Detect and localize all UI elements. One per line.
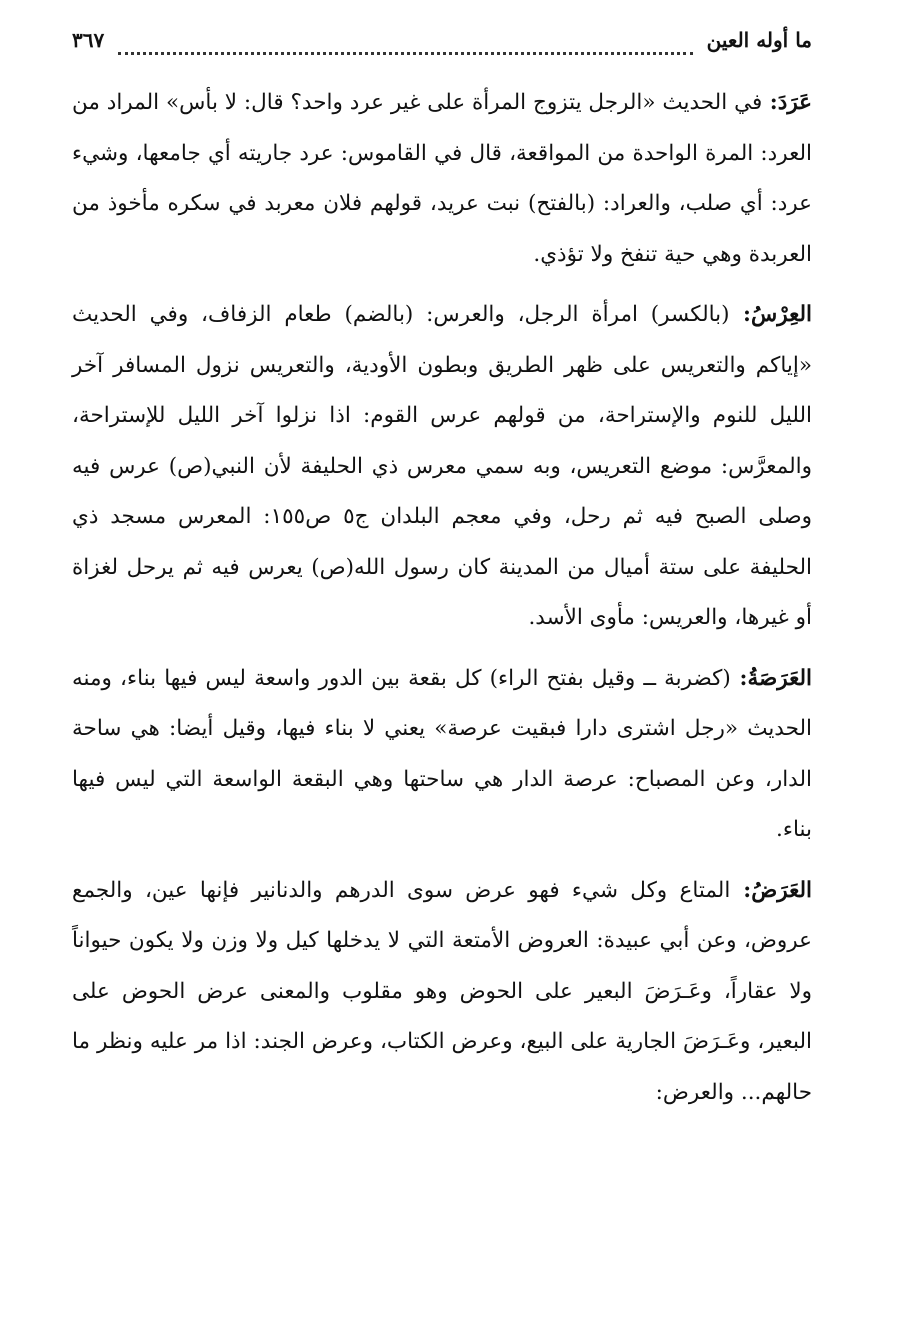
entry-text: في الحديث «الرجل يتزوج المرأة على غير عرد واحد؟ قال: لا بأس» المراد من العرد: المرة الواحدة من المواقعة، قال في القاموس: عرد جاريته أي جامعها، وشيء عرد: أي صلب، والعراد: (بالفتح) نبت عريد، قولهم فلان معربد في سكره مأخوذ من العربدة وهي حية تنفخ ولا تؤذي. xyxy=(72,90,812,267)
running-header-title: ما أوله العين xyxy=(706,28,812,52)
entry-text: (بالكسر) امرأة الرجل، والعرس: (بالضم) طعام الزفاف، وفي الحديث «إياكم والتعريس على ظهر الطريق وبطون الأودية، والتعريس نزول المسافر آخر الليل للنوم والإستراحة، من قولهم عرس القوم: اذا نزلوا آخر الليل للإستراحة، والمعرَّس: موضع التعريس، وبه سمي معرس ذي الحليفة لأن النبي(ص) عرس فيه وصلى الصبح فيه ثم رحل، وفي معجم البلدان ج٥ ص١٥٥: المعرس مسجد ذي الحليفة على ستة أميال من المدينة كان رسول الله(ص) يعرس فيه ثم يرحل لغزاة أو غيرها، والعريس: مأوى الأسد. xyxy=(72,302,813,630)
entry-headword: العَرَضُ xyxy=(751,877,812,903)
entry-headword: العِرْسُ xyxy=(751,302,813,327)
entry-text: (كضربة ــ وقيل بفتح الراء) كل بقعة بين الدور واسعة ليس فيها بناء، ومنه الحديث «رجل اشترى دارا فبقيت عرصة» يعني لا بناء فيها، وقيل أيضا: هي ساحة الدار، وعن المصباح: عرصة الدار هي ساحتها وهي البقعة الواسعة التي ليس فيها بناء. xyxy=(72,665,812,842)
entry-al-arasa xyxy=(72,654,812,856)
header-dot-leader xyxy=(118,42,692,55)
running-header xyxy=(72,28,812,68)
entry-arada xyxy=(72,78,812,280)
entry-al-irs xyxy=(72,290,812,644)
entry-al-arad xyxy=(72,866,812,1119)
headword-colon: : xyxy=(730,665,748,691)
entry-headword: عَرَدَ xyxy=(777,90,813,115)
page-number: ٣٦٧ xyxy=(72,28,105,52)
headword-colon: : xyxy=(762,90,778,115)
text-body xyxy=(72,78,812,1118)
entry-text: المتاع وكل شيء فهو عرض سوى الدرهم والدنانير فإنها عين، والجمع عروض، وعن أبي عبيدة: العروض الأمتعة التي لا يدخلها كيل ولا وزن ولا يكون حيواناً ولا عقاراً، وعَـرَضَ البعير على الحوض وهو مقلوب والمعنى عرض الحوض على البعير، وعَـرَضَ الجارية على البيع، وعرض الكتاب، وعرض الجند: اذا مر عليه ونظر ما حالهم... والعرض: xyxy=(72,877,812,1105)
document-page xyxy=(72,28,812,1248)
entry-headword: العَرَصَةُ xyxy=(747,665,813,691)
headword-colon: : xyxy=(730,877,752,903)
headword-colon: : xyxy=(729,302,751,327)
